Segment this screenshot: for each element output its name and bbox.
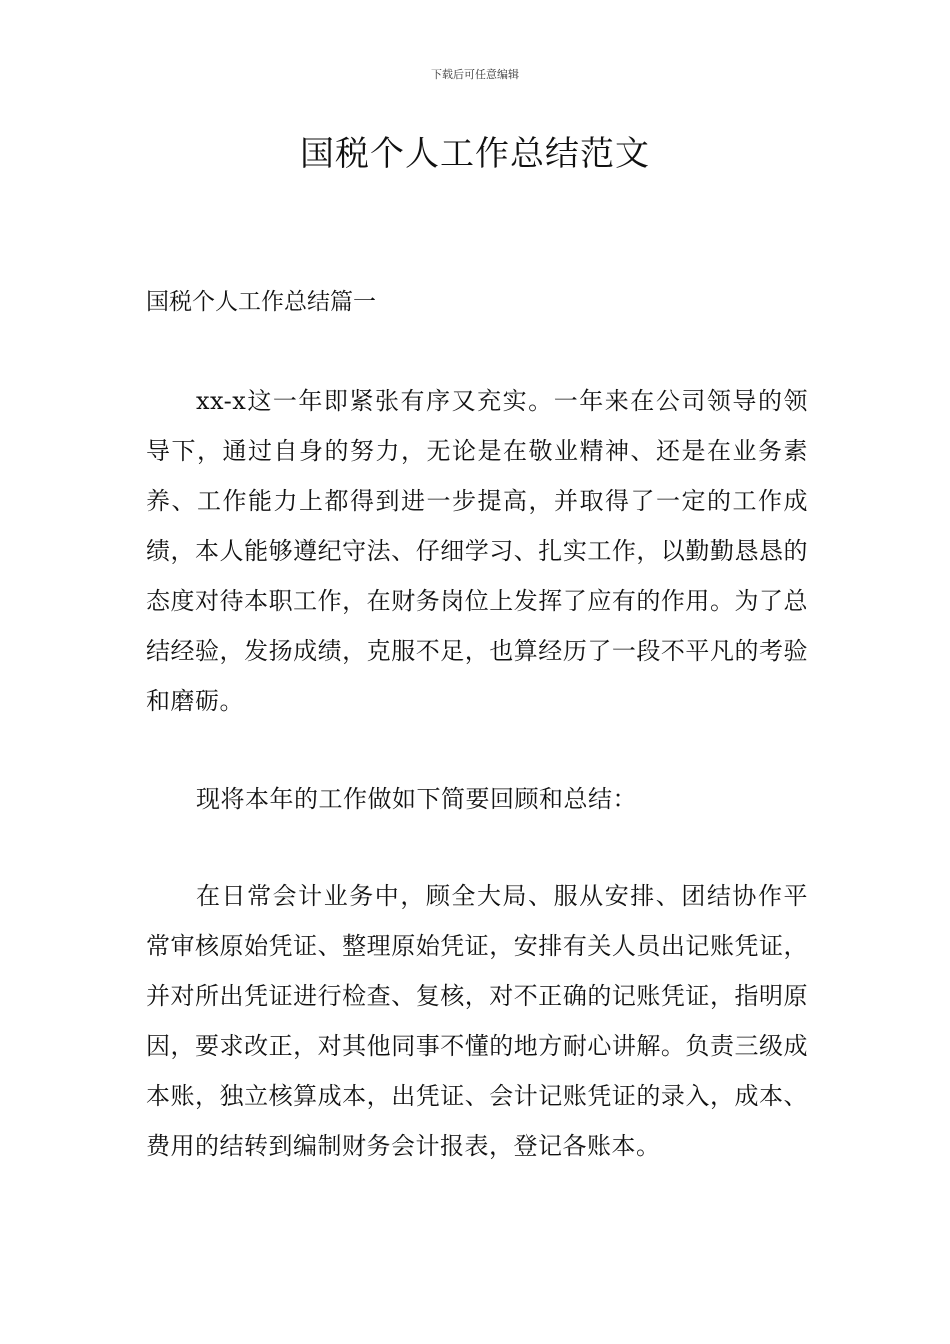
body-paragraph: 现将本年的工作做如下简要回顾和总结： [196,785,637,813]
section-heading: 国税个人工作总结篇一 [146,289,376,315]
body-paragraph: xx-x这一年即紧张有序又充实。一年来在公司领导的领导下，通过自身的努力，无论是在敬业精神、还是在业务素养、工作能力上都得到进一步提高，并取得了一定的工作成绩，本人能够遵纪守法、仔细学习、扎实工作，以勤勤恳恳的态度对待本职工作，在财务岗位上发挥了应有的作用。为了总结经验，发扬成绩，克服不足，也算经历了一段不平凡的考验和磨砺。 [146,387,808,715]
document-title: 国税个人工作总结范文 [300,134,650,174]
header-note: 下载后可任意编辑 [431,68,519,81]
body-paragraph: 在日常会计业务中，顾全大局、服从安排、团结协作平常审核原始凭证、整理原始凭证，安排有关人员出记账凭证，并对所出凭证进行检查、复核，对不正确的记账凭证，指明原因，要求改正，对其他同事不懂的地方耐心讲解。负责三级成本账，独立核算成本，出凭证、会计记账凭证的录入，成本、费用的结转到编制财务会计报表，登记各账本。 [146,882,808,1160]
